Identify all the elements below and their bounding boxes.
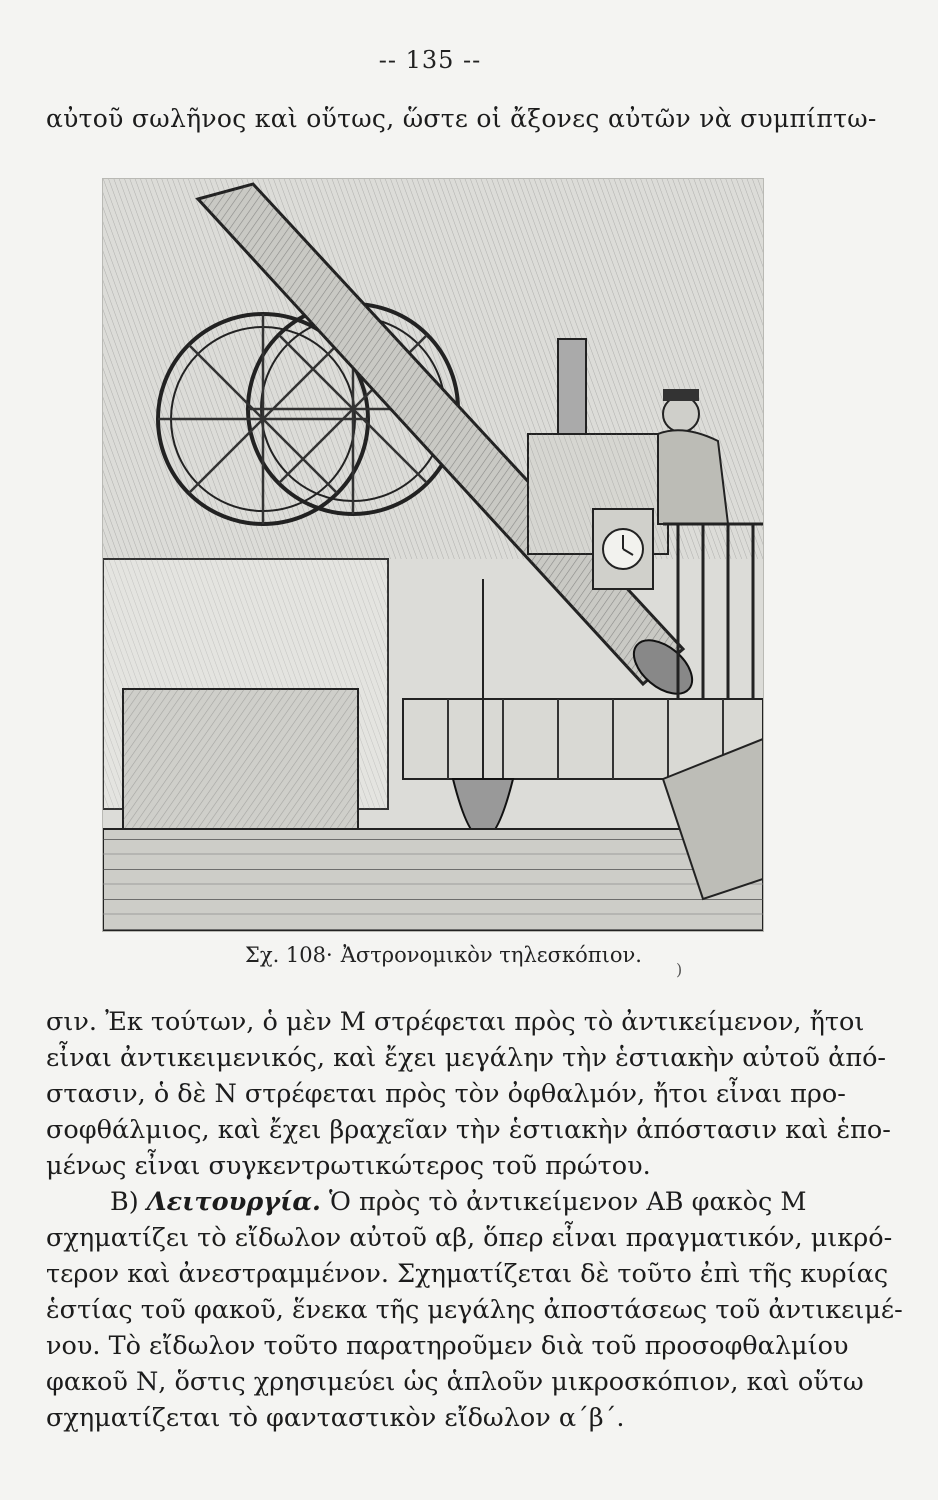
paragraph-line: στασιν, ὁ δὲ Ν στρέφεται πρὸς τὸν ὀφθαλμόν, ἤτοι εἶναι προ- — [46, 1079, 846, 1109]
top-text-line: αὐτοῦ σωλῆνος καὶ οὕτως, ὥστε οἱ ἄξονες αὐτῶν νὰ συμπίπτω- — [46, 104, 877, 133]
paragraph-line: σιν. Ἐκ τούτων, ὁ μὲν Μ στρέφεται πρὸς τὸ ἀντικείμενον, ἤτοι — [46, 1007, 865, 1037]
paragraph-line: εἶναι ἀντικειμενικός, καὶ ἔχει μεγάλην τὴν ἑστιακὴν αὐτοῦ ἀπό- — [46, 1043, 887, 1073]
figure-caption — [245, 943, 642, 967]
section-b-first-line-text: Ὁ πρὸς τὸ ἀντικείμενον ΑΒ φακὸς Μ — [329, 1187, 807, 1217]
paragraph-line: φακοῦ Ν, ὅστις χρησιμεύει ὡς ἁπλοῦν μικροσκόπιον, καὶ οὕτω — [46, 1367, 864, 1397]
figure-title: Ἀστρονομικὸν τηλεσκόπιον. — [340, 943, 642, 967]
page-number: -- 135 -- — [378, 46, 482, 74]
telescope-illustration — [102, 178, 764, 932]
paragraph-line: σοφθάλμιος, καὶ ἔχει βραχεῖαν τὴν ἑστιακὴν ἀπόστασιν καὶ ἑπο- — [46, 1115, 891, 1145]
paragraph-line: ἑστίας τοῦ φακοῦ, ἕνεκα τῆς μεγάλης ἀποστάσεως τοῦ ἀντικειμέ- — [46, 1295, 903, 1325]
stray-print-mark: ) — [676, 960, 683, 979]
section-b-label: Β) — [110, 1187, 139, 1217]
paragraph-line: μένως εἶναι συγκεντρωτικώτερος τοῦ πρώτου. — [46, 1151, 651, 1181]
figure-number: Σχ. 108· — [245, 943, 333, 967]
telescope-engraving — [103, 179, 763, 931]
paragraph-line: σχηματίζει τὸ εἴδωλον αὐτοῦ αβ, ὅπερ εἶναι πραγματικόν, μικρό- — [46, 1223, 893, 1253]
paragraph-line: τερον καὶ ἀνεστραμμένον. Σχηματίζεται δὲ τοῦτο ἐπὶ τῆς κυρίας — [46, 1259, 889, 1289]
paragraph-line: σχηματίζεται τὸ φανταστικὸν εἴδωλον α΄β΄. — [46, 1403, 625, 1433]
section-b-heading: Λειτουργία. — [146, 1187, 321, 1217]
section-b-first-line — [110, 1186, 806, 1218]
paragraph-line: νου. Τὸ εἴδωλον τοῦτο παρατηροῦμεν διὰ τοῦ προσοφθαλμίου — [46, 1331, 849, 1361]
